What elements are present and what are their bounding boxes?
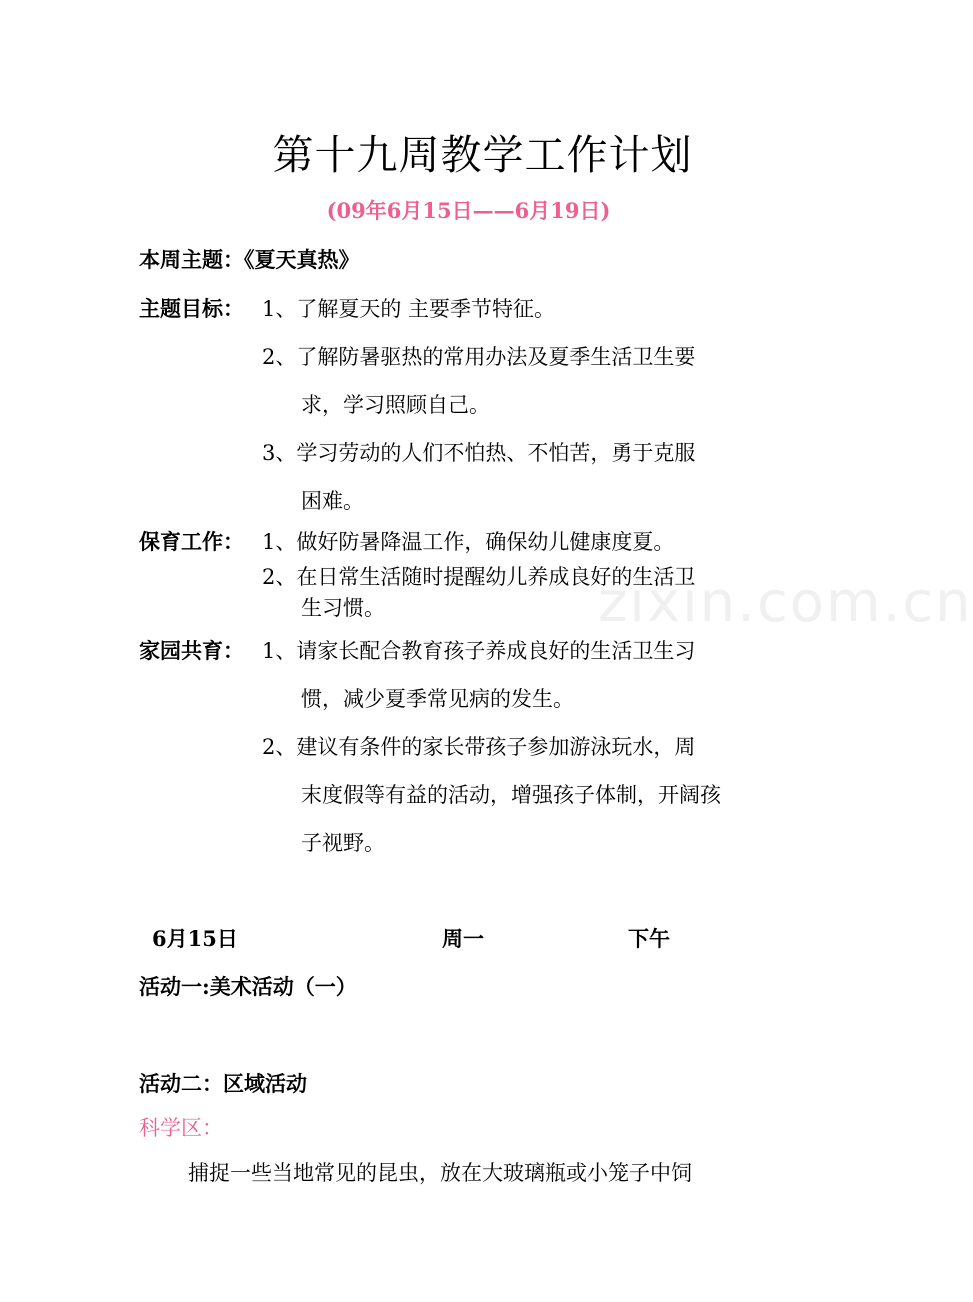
care-item-2-line-1: 2、在日常生活随时提醒幼儿养成良好的生活卫: [262, 565, 696, 589]
science-area-text: 捕捉一些当地常见的昆虫，放在大玻璃瓶或小笼子中饲: [188, 1161, 692, 1185]
goal-item-1: 1、了解夏天的 主要季节特征。: [262, 297, 556, 321]
goal-item-3-line-1: 3、学习劳动的人们不怕热、不怕苦，勇于克服: [262, 441, 696, 465]
schedule-weekday: 周一: [442, 926, 484, 951]
goal-item-2-line-1: 2、了解防暑驱热的常用办法及夏季生活卫生要: [262, 345, 696, 369]
home-label: 家园共育：: [139, 638, 244, 663]
schedule-period: 下午: [628, 926, 670, 951]
goal-item-2-line-2: 求，学习照顾自己。: [301, 393, 490, 417]
goals-label: 主题目标：: [139, 296, 244, 321]
home-item-2-line-1: 2、建议有条件的家长带孩子参加游泳玩水，周: [262, 735, 696, 759]
weekly-theme: 本周主题：《夏天真热》: [139, 247, 360, 272]
science-area-label: 科学区：: [139, 1116, 223, 1140]
home-item-1-line-1: 1、请家长配合教育孩子养成良好的生活卫生习: [262, 639, 696, 663]
home-item-2-line-3: 子视野。: [301, 831, 385, 855]
schedule-date: 6月15日: [152, 926, 238, 951]
care-label: 保育工作：: [139, 529, 244, 554]
activity-2: 活动二：区域活动: [139, 1071, 307, 1096]
watermark: zixin.com.cn: [598, 570, 973, 635]
date-range: (09年6月15日——6月19日): [326, 198, 611, 223]
care-item-2-line-2: 生习惯。: [301, 596, 385, 620]
care-item-1: 1、做好防暑降温工作，确保幼儿健康度夏。: [262, 530, 675, 554]
page-title: 第十九周教学工作计划: [272, 131, 693, 179]
home-item-2-line-2: 末度假等有益的活动，增强孩子体制，开阔孩: [301, 783, 721, 807]
goal-item-3-line-2: 困难。: [301, 489, 364, 513]
activity-1: 活动一:美术活动（一）: [139, 974, 357, 999]
home-item-1-line-2: 惯，减少夏季常见病的发生。: [301, 687, 574, 711]
